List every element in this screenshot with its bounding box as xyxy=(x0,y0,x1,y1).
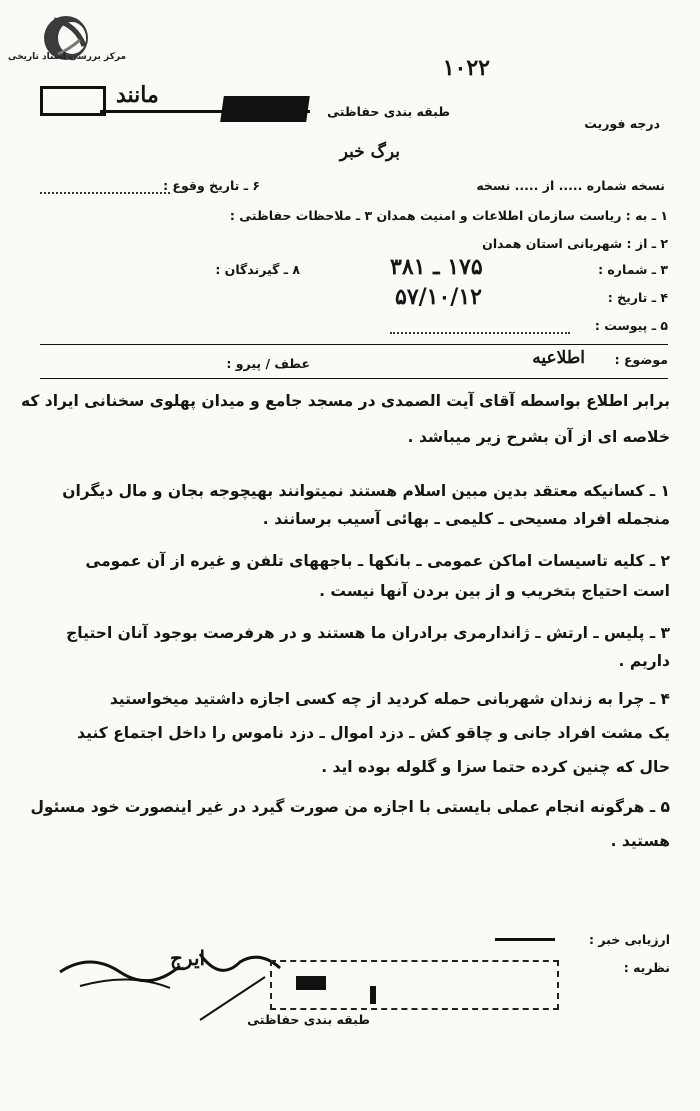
date-value: ۵۷/۱۰/۱۲ xyxy=(395,284,482,310)
event-date-dots xyxy=(40,192,170,194)
item-4-line-1: ۴ ـ چرا به زندان شهربانی حمله کردید از چه کسی اجازه داشتید میخواستید xyxy=(109,690,670,708)
item-1-line-2: منجمله افراد مسیحی ـ کلیمی ـ بهائی آسیب برسانند . xyxy=(262,510,670,528)
subject-value: اطلاعیه xyxy=(532,348,585,368)
footer-classification: طبقه بندی حفاظتی xyxy=(247,1012,370,1027)
item-5-line-1: ۵ ـ هرگونه انجام عملی بایستی با اجازه من صورت گیرد در غیر اینصورت خود مسئول xyxy=(30,798,670,816)
archive-logo-text: مرکز بررسی اسناد تاریخی xyxy=(8,52,127,62)
intro-line-2: خلاصه ای از آن بشرح زیر میباشد . xyxy=(407,428,670,446)
item-1-line-1: ۱ ـ کسانیکه معتقد بدین مبین اسلام هستند نمیتوانند بهیچوجه بجان و مال دیگران xyxy=(62,482,670,500)
stamp-box xyxy=(40,86,106,116)
number-label: ۳ ـ شماره : xyxy=(598,262,668,277)
from-field: ۲ ـ از : شهربانی استان همدان xyxy=(482,236,668,251)
item-3-line-1: ۳ ـ پلیس ـ ارتش ـ ژاندارمری برادران ما هستند و در هرفرصت بوجود آنان احتیاج xyxy=(66,624,670,642)
classification-label: طبقه بندی حفاظتی xyxy=(327,104,450,119)
item-5-line-2: هستید . xyxy=(610,832,670,850)
copy-number-field: نسخه شماره ..... از ..... نسخه xyxy=(476,178,665,193)
stamped-name: مانند xyxy=(116,82,159,108)
comment-label: نظریه : xyxy=(623,960,670,975)
item-4-line-2: یک مشت افراد جانی و چاقو کش ـ دزد اموال ـ دزد ناموس را داخل اجتماع کنید xyxy=(77,724,670,742)
stamp-underline xyxy=(100,110,310,113)
subject-divider xyxy=(40,378,668,379)
signature-text: ایرج xyxy=(170,946,206,970)
date-label: ۴ ـ تاریخ : xyxy=(607,290,668,305)
item-2-line-2: است احتیاج بتخریب و از بین بردن آنها نیست . xyxy=(319,582,670,600)
to-field: ۱ ـ به : ریاست سازمان اطلاعات و امنیت همدان ۳ ـ ملاحظات حفاظتی : xyxy=(229,208,668,223)
attachment-dots xyxy=(390,332,570,334)
event-date-field: ۶ ـ تاریخ وقوع : xyxy=(163,178,260,193)
grade-label: درجه فوریت xyxy=(584,116,660,131)
item-3-line-2: داریم . xyxy=(618,652,670,670)
handwritten-number: ۱۰۲۲ xyxy=(442,55,490,81)
form-divider xyxy=(40,344,668,345)
form-title: برگ خبر xyxy=(339,142,400,162)
recipients-label: ۸ ـ گیرندگان : xyxy=(215,262,300,277)
stamp-redaction xyxy=(296,976,326,990)
stamp-tick xyxy=(370,986,376,1004)
subject-label: موضوع : xyxy=(614,352,668,367)
number-value: ۱۷۵ ـ ۳۸۱ xyxy=(390,254,483,280)
evaluator-label: ارزیابی خبر : xyxy=(589,932,670,947)
evaluator-mark xyxy=(495,938,555,941)
reference-label: عطف / پیرو : xyxy=(226,356,310,371)
redaction-mark xyxy=(220,96,310,122)
attachment-label: ۵ ـ پیوست : xyxy=(594,318,668,333)
item-4-line-3: حال که چنین کرده حتما سزا و گلوله بوده اید . xyxy=(321,758,670,776)
item-2-line-1: ۲ ـ کلیه تاسیسات اماکن عمومی ـ بانکها ـ باجههای تلفن و غیره از آن عمومی xyxy=(85,552,670,570)
intro-line-1: برابر اطلاع بواسطه آقای آیت الصمدی در مسجد جامع و میدان پهلوی سخنانی ایراد که xyxy=(20,392,670,410)
